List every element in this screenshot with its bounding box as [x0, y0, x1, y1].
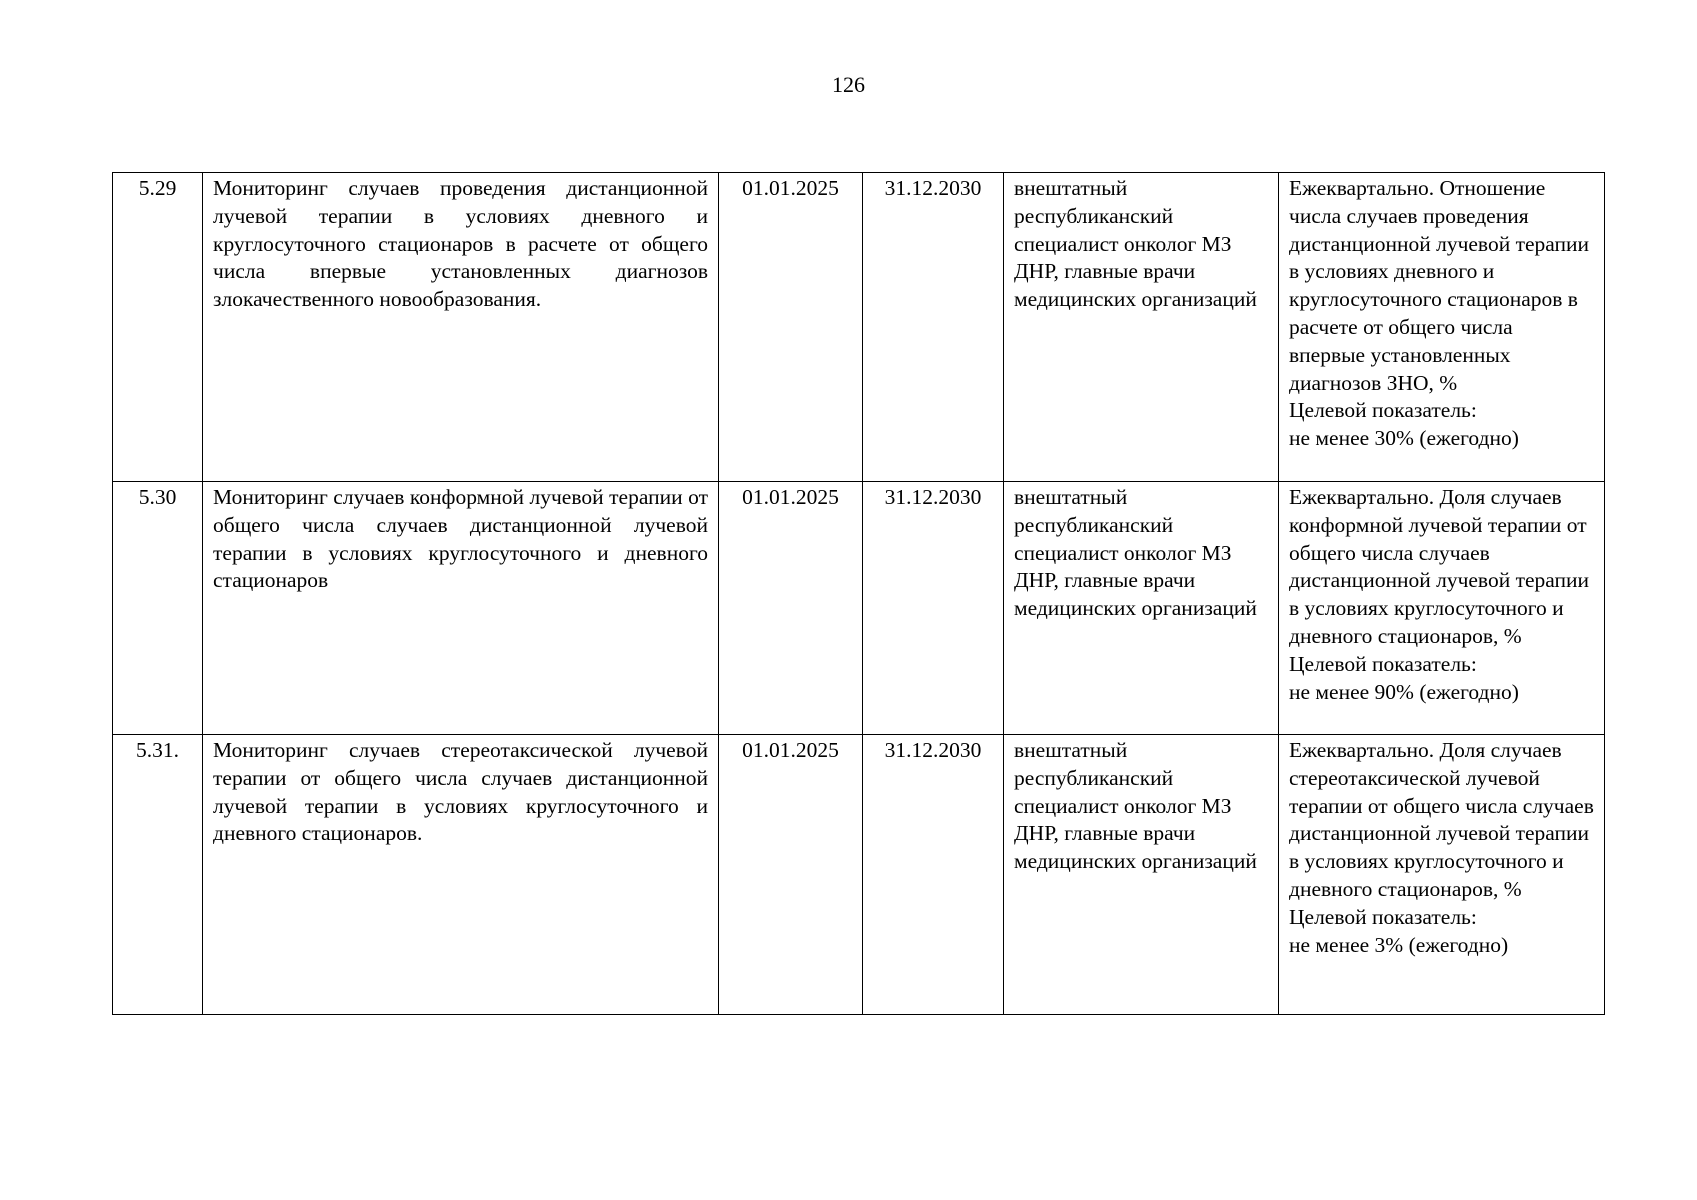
indicator-description: Ежеквартально. Доля случаев стереотаксической лучевой терапии от общего числа случаев дистанционной лучевой терапии в условиях круглосуточного и дневного стационаров, % [1289, 738, 1594, 901]
table-row [113, 173, 1605, 482]
indicator [1279, 482, 1605, 735]
end-date: 31.12.2030 [863, 482, 1004, 735]
responsible: внештатный республиканский специалист онколог МЗ ДНР, главные врачи медицинских организаций [1004, 173, 1279, 482]
end-date: 31.12.2030 [863, 735, 1004, 1015]
row-number: 5.31. [113, 735, 203, 1015]
row-number: 5.30 [113, 482, 203, 735]
indicator-target-value: не менее 30% (ежегодно) [1289, 426, 1519, 451]
responsible: внештатный республиканский специалист онколог МЗ ДНР, главные врачи медицинских организаций [1004, 482, 1279, 735]
indicator-description: Ежеквартально. Отношение числа случаев проведения дистанционной лучевой терапии в условиях дневного и круглосуточного стационаров в расчете от общего числа впервые установленных диагнозов ЗНО, % [1289, 176, 1590, 395]
measures-table [112, 172, 1605, 1015]
measure-name: Мониторинг случаев стереотаксической лучевой терапии от общего числа случаев дистанционной лучевой терапии в условиях круглосуточного и дневного стационаров. [203, 735, 719, 1015]
indicator-target-label: Целевой показатель: [1289, 651, 1477, 676]
indicator [1279, 735, 1605, 1015]
indicator-target-value: не менее 90% (ежегодно) [1289, 679, 1519, 704]
indicator [1279, 173, 1605, 482]
responsible: внештатный республиканский специалист онколог МЗ ДНР, главные врачи медицинских организаций [1004, 735, 1279, 1015]
start-date: 01.01.2025 [719, 173, 863, 482]
indicator-target-label: Целевой показатель: [1289, 398, 1477, 423]
row-number: 5.29 [113, 173, 203, 482]
end-date: 31.12.2030 [863, 173, 1004, 482]
start-date: 01.01.2025 [719, 482, 863, 735]
indicator-description: Ежеквартально. Доля случаев конформной лучевой терапии от общего числа случаев дистанционной лучевой терапии в условиях круглосуточного и дневного стационаров, % [1289, 485, 1590, 648]
page-number: 126 [832, 72, 865, 97]
start-date: 01.01.2025 [719, 735, 863, 1015]
indicator-target-label: Целевой показатель: [1289, 904, 1477, 929]
table-row [113, 482, 1605, 735]
measure-name: Мониторинг случаев проведения дистанционной лучевой терапии в условиях дневного и круглосуточного стационаров в расчете от общего числа впервые установленных диагнозов злокачественного новообразования. [203, 173, 719, 482]
indicator-target-value: не менее 3% (ежегодно) [1289, 932, 1509, 957]
table-row [113, 735, 1605, 1015]
measure-name: Мониторинг случаев конформной лучевой терапии от общего числа случаев дистанционной лучевой терапии в условиях круглосуточного и дневного стационаров [203, 482, 719, 735]
